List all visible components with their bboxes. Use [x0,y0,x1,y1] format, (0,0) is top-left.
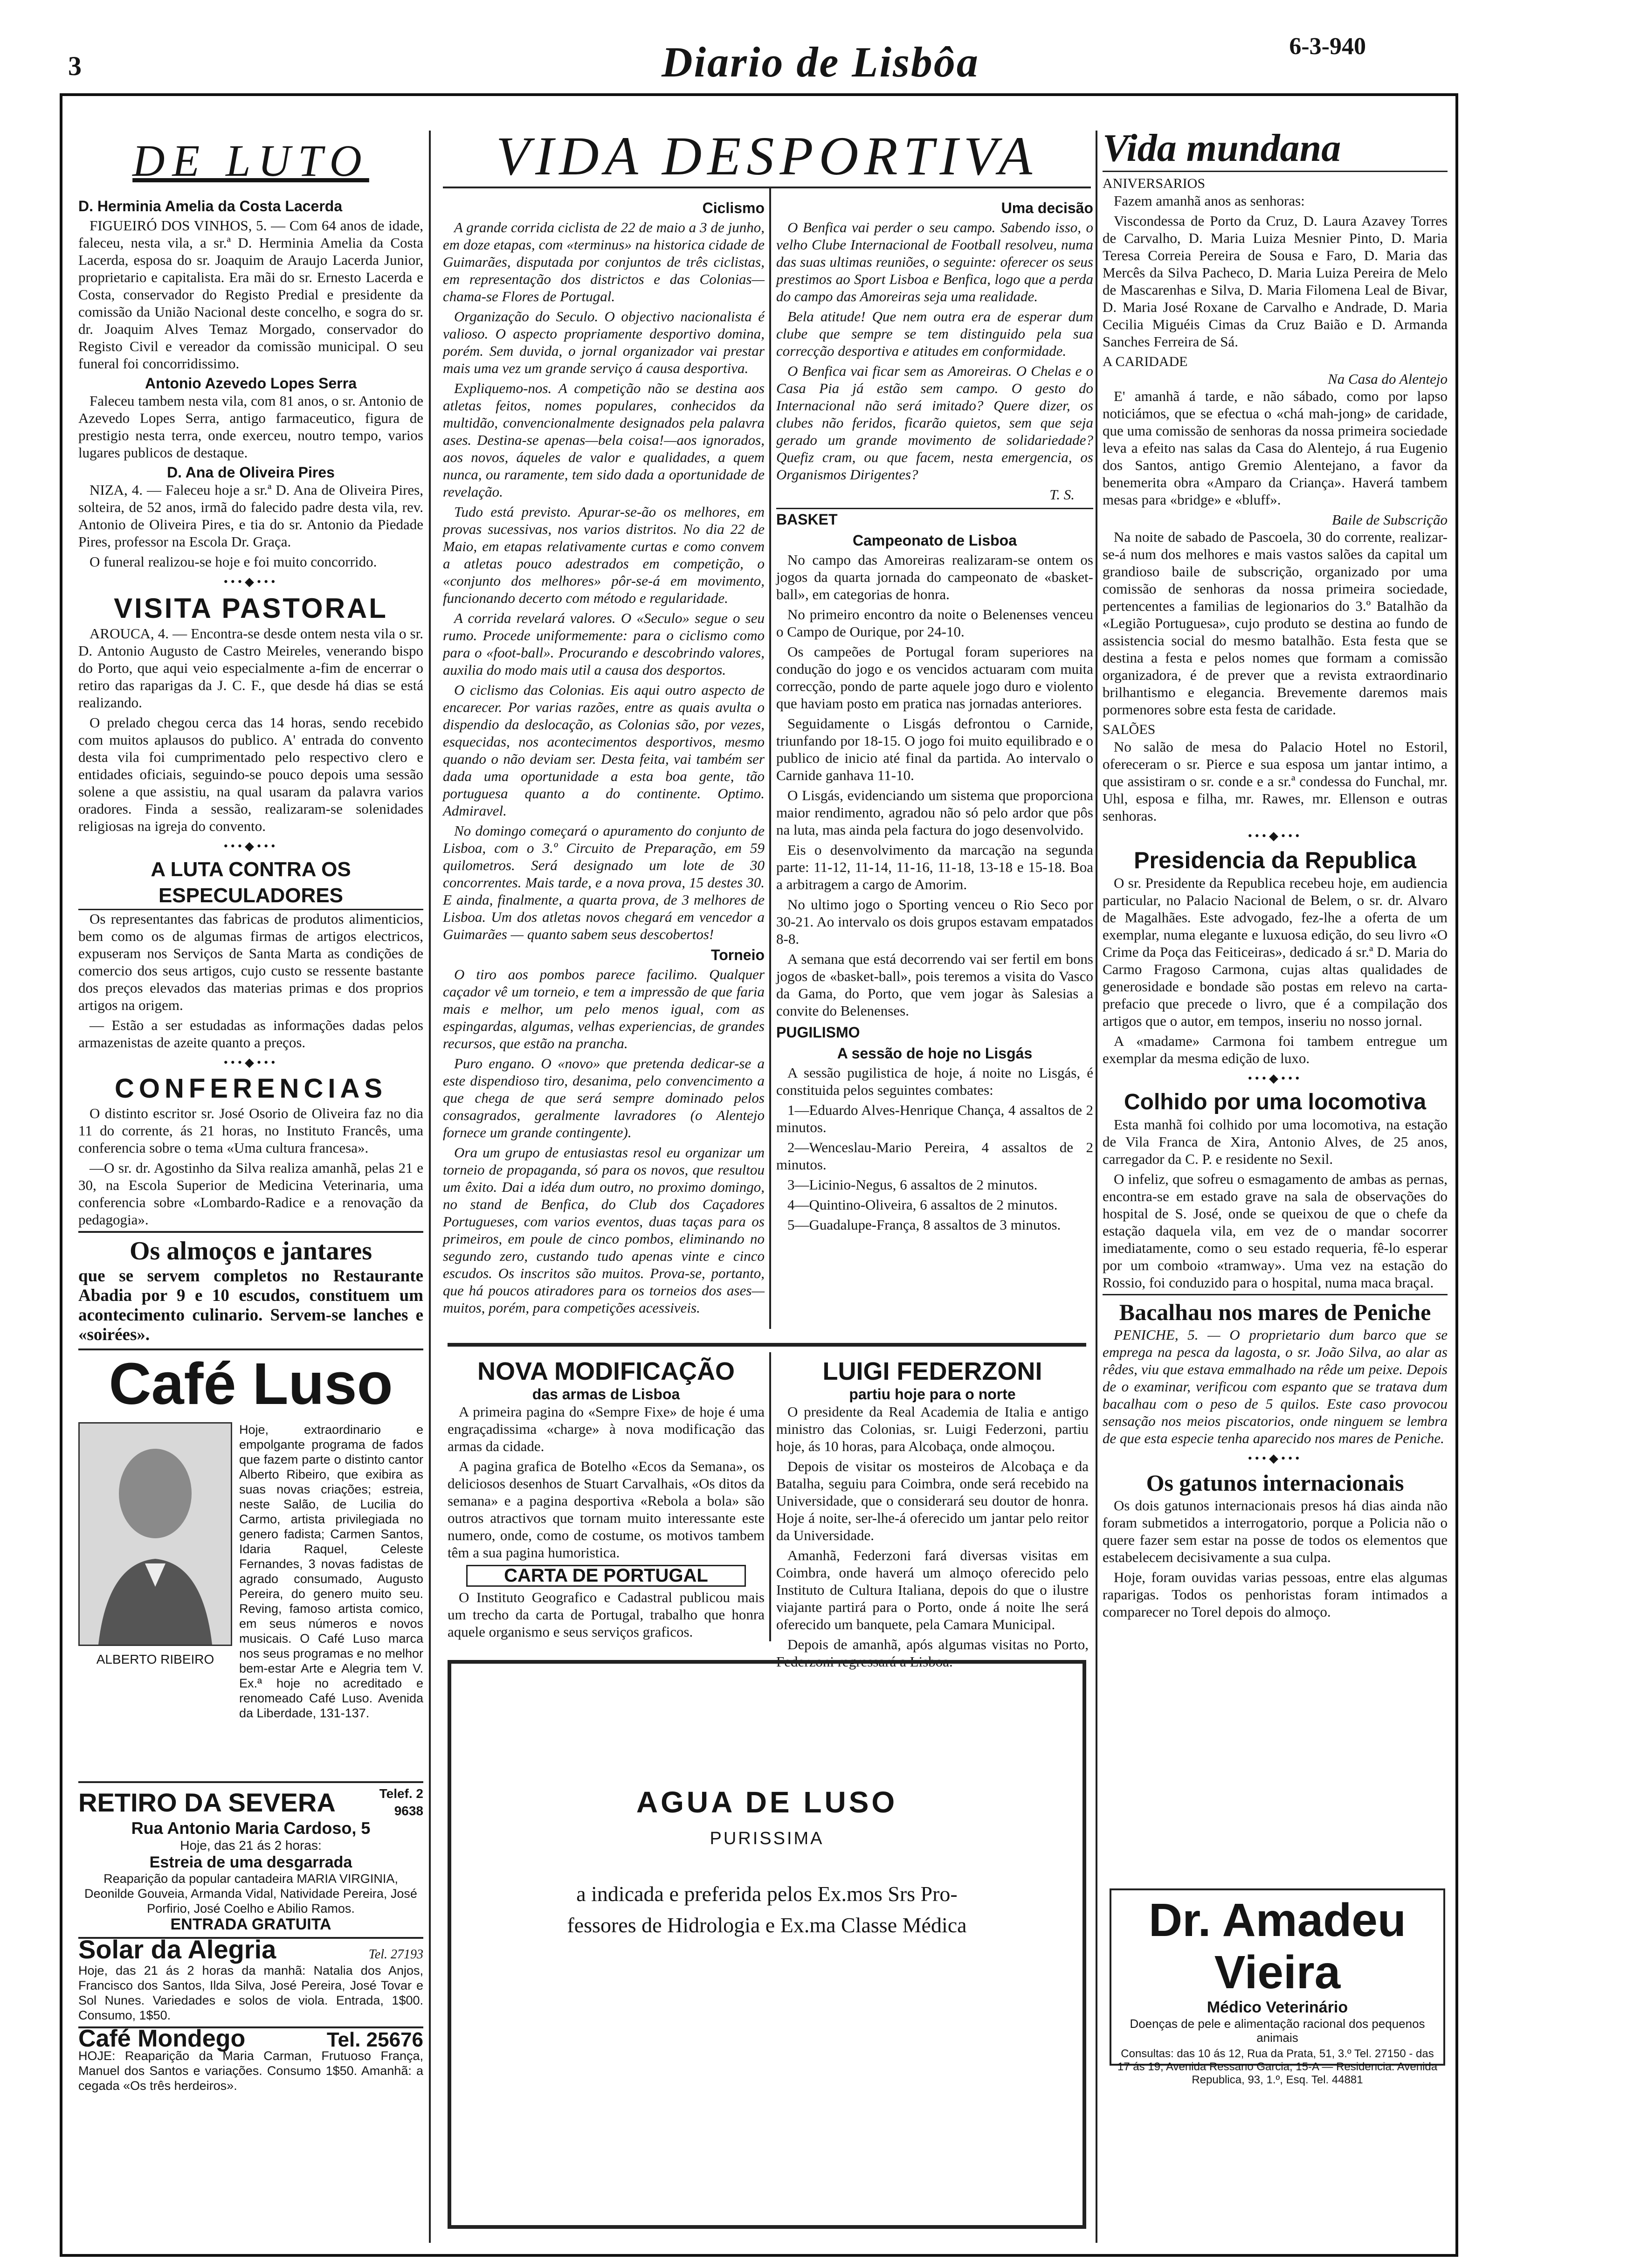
ciclismo-title: Ciclismo [702,200,765,216]
column-rule [1096,131,1097,2243]
pugilismo-title: A sessão de hoje no Lisgás [837,1045,1033,1062]
basket-text: Os campeões de Portugal foram superiores na condução do jogo e os vencidos actuaram com muita correcção, pondo de parte aquele jogo duro e violento que haviam posto em pratica nas jornadas anteriores. [776,643,1093,712]
column-desportiva-left [443,196,765,1338]
solar-title: Solar da Alegria [78,1935,276,1964]
obituary-name: D. Ana de Oliveira Pires [167,464,335,481]
carta-text: O Instituto Geografico e Cadastral publicou mais um trecho da carta de Portugal, trabalho que honra aquele organismo e seus serviços graficos. [448,1589,765,1640]
torneio-text: Puro engano. O «novo» que pretenda dedicar-se a este dispendioso tiro, desanima, pelo convencimento a que chega de que será sempre dominado pelos consagrados, geralmente lavradores (o Alentejo fornece um grande contingente). [443,1055,765,1141]
separator: •••◆••• [1248,1452,1303,1465]
decisao-text: Bela atitude! Que nem outra era de esperar dum clube que sempre se tem distinguido pela sua correcção desportiva e atitudes em conformidade. [776,308,1093,359]
column-desportiva-right [776,196,1093,1338]
retiro-phone: Telef. 2 9638 [379,1786,423,1818]
caridade-sub: Na Casa do Alentejo [1328,371,1448,387]
portrait-icon [80,1424,231,1645]
modificacao-text: A pagina grafica de Botelho «Ecos da Semana», os deliciosos desenhos de Stuart Carvalhais, «Os ditos da semana» e a pagina desportiva «Rebola a bola» são outros atractivos que tornam muito interessante este numero, onde, como de costume, os motivos tambem têm a sua pagina humoristica. [448,1458,765,1561]
issue-date: 6-3-940 [1289,33,1366,60]
basket-text: No ultimo jogo o Sporting venceu o Rio Seco por 30-21. Ao intervalo os dois grupos estavam empatados 8-8. [776,896,1093,947]
bout: 4—Quintino-Oliveira, 6 assaltos de 2 minutos. [787,1196,1058,1213]
federzoni-heading: LUIGI FEDERZONI [822,1357,1042,1385]
colhido-text: Esta manhã foi colhido por uma locomotiva, na estação de Vila Franca de Xira, Antonio Alves, de 25 anos, carregador da C. P. e residente no Sexil. [1103,1116,1448,1167]
aniversarios-title: ANIVERSARIOS [1103,176,1206,191]
separator: •••◆••• [223,575,278,588]
caridade-text: E' amanhã á tarde, e não sábado, como por lapso noticiámos, que se efectua o «chá mah-jong» de caridade, que uma comissão de senhoras da nossa primeira sociedade leva a efeito nas salas da Casa do Alentejo, á rua Eugenio dos Santos, antigo Gremio Alentejano, a favor da benemerita obra «Amparo da Criança». Haverá tambem mesas para «bridge» e «bluff». [1103,388,1448,508]
retiro-address: Rua Antonio Maria Cardoso, 5 [131,1819,371,1838]
portrait-photo [78,1422,232,1646]
decisao-title: Uma decisão [1001,200,1093,216]
obituary-text: Faleceu tambem nesta vila, com 81 anos, o sr. Antonio de Azevedo Lopes Serra, antigo farmaceutico, figura de prestigio nesta terra, onde exerceu, noutro tempo, varios lugares publicos de destaque. [78,393,423,461]
cafe-mondego-ad [78,2026,423,2093]
bacalhau-text: PENICHE, 5. — O proprietario dum barco que se emprega na pesca da lagosta, o sr. João Silva, ao alar as rêdes, viu que estava emmalhado na rêde um peixe. Depois de o examinar, verificou com espanto que se tratava dum bacalhau com o peso de 5 quilos. Este caso provocou sensação nos meios piscatorios, onde ninguem se lembra de que esta especie tenha aparecido nos mares de Peniche. [1103,1327,1448,1446]
column-rule [769,1352,771,1641]
bout: 1—Eduardo Alves-Henrique Chança, 4 assaltos de 2 minutos. [776,1102,1093,1135]
pugilismo-intro: A sessão pugilistica de hoje, á noite no Lisgás, é constituida pelos seguintes combates: [776,1065,1093,1098]
basket-title: Campeonato de Lisboa [852,532,1017,549]
almocos-text: que se servem completos no Restaurante Abadia por 9 e 10 escudos, constituem um acontecimento culinario. Servem-se lanches e «soirées». [78,1266,423,1344]
column-luto [78,131,423,2243]
agua-subtitle: PURISSIMA [710,1829,824,1848]
obituary-text: FIGUEIRÓ DOS VINHOS, 5. — Com 64 anos de idade, faleceu, nesta vila, a sr.ª D. Herminia Amelia da Costa Lacerda, esposa do sr. Joaquim de Araujo Lacerda Junior, proprietario e capitalista. Era mãi do sr. Ernesto Lacerda e Costa, conservador do Registo Predial e presidente da comissão da União Nacional deste concelho, e sogra do sr. dr. Joaquim Alves Temaz Morgado, conservador do Registo Civil e vereador da comissão municipal. O seu funeral foi concorridissimo. [78,217,423,372]
amadeu-subtitle: Médico Veterinário [1207,1998,1348,2016]
newspaper-title: Diario de Lisbôa [662,38,979,86]
federzoni-subheading: partiu hoje para o norte [849,1386,1016,1403]
visita-heading: VISITA PASTORAL [114,593,388,624]
mondego-phone: Tel. 25676 [326,2028,423,2051]
separator: •••◆••• [1248,1072,1303,1085]
mondego-title: Café Mondego [78,2025,246,2052]
federzoni-text: O presidente da Real Academia de Italia e antigo ministro das Colonias, sr. Luigi Federzoni, partiu hoje, ás 10 horas, para Alcobaça, onde almoçou. [776,1404,1089,1454]
amadeu-contacts: Consultas: das 10 ás 12, Rua da Prata, 51, 3.º Tel. 27150 - das 17 ás 19, Avenida Ressano Garcia, 15-A — Residencia: Avenida Republica, 93, 1.º, Esq. Tel. 44881 [1117,2047,1438,2086]
colhido-heading: Colhido por uma locomotiva [1124,1090,1427,1114]
bout: 2—Wenceslau-Mario Pereira, 4 assaltos de 2 minutos. [776,1139,1093,1173]
presidencia-text: O sr. Presidente da Republica recebeu hoje, em audiencia particular, no Palacio Nacional de Belem, o sr. dr. Alvaro de Magalhães. Este advogado, fez-lhe a oferta de um exemplar, numa elegante e luxuosa edição, do seu livro «O Crime da Poça das Feiticeiras», dedicado á sr.ª D. Maria do Carmo Fragoso Carmona, cujas altas qualidades de generosidade e bondade são postas em relevo na carta-prefacio que precede o livro, que é a compilação dos artigos que o autor, em tempos, inseriu no nosso jornal. [1103,875,1448,1029]
torneio-text: Ora um grupo de entusiastas resol eu organizar um torneio de propaganda, só para os novos, que resultou um êxito. Dai a idéa dum outro, no proximo domingo, no stand de Benfica, do Club dos Caçadores Portugueses, com varios eventos, duas taças para os primeiros, em poule de cinco pombos, eliminando no segundo zero, custando tudo apenas vinte e cinco escudos. Os inscritos são muitos. Prova-se, portanto, que há poucos atiradores para os torneios dos ases—muitos, porém, para competições acessiveis. [443,1144,765,1316]
baile-text: Na noite de sabado de Pascoela, 30 do corrente, realizar-se-á num dos melhores e mais vastos salões da capital um grandioso baile de subscrição, organizado por uma comissão de senhoras da nossa primeira sociedade, pertencentes a familias de legionarios do 3.º Batalhão da «Legião Portuguesa», cujo produto se destina ao fundo de assistencia social do mesmo batalhão. Esta festa que se destina a festa e pelos nomes que formam a comissão organizadora, é de prever que a revista extraordinario brilhantismo e elegancia. Brevemente daremos mais pormenores sobre esta festa de caridade. [1103,529,1448,718]
luto-heading: DE LUTO [132,136,369,186]
retiro-hours: Hoje, das 21 ás 2 horas: [180,1838,322,1853]
saloes-text: No salão de mesa do Palacio Hotel no Estoril, ofereceram o sr. Pierce e sua esposa um jantar intimo, a que assistiram o sr. conde e a sr.ª condessa do Funchal, mr. Uhl, esposa e filha, mr. Rawes, mr. Ellenson e outras senhoras. [1103,739,1448,824]
conferencias-text: —O sr. dr. Agostinho da Silva realiza amanhã, pelas 21 e 30, na Escola Superior de Medicina Veterinaria, uma conferencia sobre «Lombardo-Radice e a renovação da pedagogia». [78,1160,423,1228]
visita-text: O prelado chegou cerca das 14 horas, sendo recebido com muitos aplausos do publico. A' entrada do convento desta vila foi cumprimentado pelo respectivo clero e entidades oficiais, seguindo-se pouco depois uma sessão solene a que assistiu, na qual usaram da palavra varios oradores. Finda a sessão, realizaram-se solenidades religiosas na igreja do convento. [78,714,423,834]
gatunos-text: Os dois gatunos internacionais presos há dias ainda não foram submetidos a interrogatorio, porque a Policia não o quere fazer sem estar na posse de todos os elementos que estabelecem decisivamente a sua culpa. [1103,1497,1448,1565]
bout: 5—Guadalupe-França, 8 assaltos de 3 minutos. [787,1217,1061,1233]
gatunos-text: Hoje, foram ouvidas varias pessoas, entre elas algumas raparigas. Todos os penhoristas foram intimados a comparecer no Torel depois do almoço. [1103,1569,1448,1620]
solar-alegria-ad [78,1937,423,2023]
obituary-text: NIZA, 4. — Faleceu hoje a sr.ª D. Ana de Oliveira Pires, solteira, de 52 anos, irmã do falecido padre desta vila, rev. Antonio de Oliveira Pires, e tia do sr. Antonio da Piedade Pires, professor na Escola Dr. Graça. [78,482,423,550]
solar-text: Hoje, das 21 ás 2 horas da manhã: Natalia dos Anjos, Francisco dos Santos, Ilda Silva, José Pereira, José Tovar e Sol Nunes. Variedades e solos de viola. Entrada, 1$00. Consumo, 1$50. [78,1964,423,2022]
column-mundana [1103,126,1448,1884]
aniversarios-text: Fazem amanhã anos as senhoras: [1114,193,1305,209]
photo-caption: ALBERTO RIBEIRO [96,1652,214,1666]
decisao-text: O Benfica vai perder o seu campo. Sabendo isso, o velho Clube Internacional de Football resolveu, numa das suas ultimas reuniões, o seguinte: oferecer os seus prestimos ao Sport Lisboa e Benfica, logo que a perda do campo das Amoreiras seja uma realidade. [776,219,1093,304]
retiro-footer: ENTRADA GRATUITA [170,1915,331,1933]
conferencias-heading: CONFERENCIAS [114,1073,387,1104]
retiro-event: Estreia de uma desgarrada [149,1853,352,1871]
basket-text: O Lisgás, evidenciando um sistema que proporciona maior rendimento, agradou não só pelo ardor que pôs na luta, mas ainda pela factura do jogo desenvolvido. [776,787,1093,838]
ciclismo-text: Expliquemo-nos. A competição não se destina aos atletas feitos, nomes populares, conhecidos da multidão, convencionalmente designados pela palavra ases. Destina-se apenas—bela coisa!—aos ignorados, aos novos, áqueles de valor e qualidades, a quem nunca, ou raramente, tem sido dada a oportunidade de revelação. [443,380,765,500]
agua-line: a indicada e preferida pelos Ex.mos Srs Pro- [576,1882,958,1906]
page-number: 3 [68,51,82,81]
separator: •••◆••• [1248,829,1303,843]
federzoni-text: Depois de visitar os mosteiros de Alcobaça e da Batalha, seguiu para Coimbra, onde será recebido na Universidade, que o considerará seu doutor de honra. Hoje á noite, ser-lhe-á oferecido um jantar pelo reitor da Universidade. [776,1458,1089,1543]
cafe-luso-text: Hoje, extraordinario e empolgante programa de fados que fazem parte o distinto cantor Alberto Ribeiro, que exibira as suas novas criações; estreia, neste Salão, de Lucilia do Carmo, artista privilegiada no genero fadista; Carmen Santos, Idaria Raquel, Celeste Fernandes, 3 novas fadistas de agrado consumado, Augusto Pereira, do genero muito seu. Reving, famoso artista comico, em seus números e novos musicais. O Café Luso marca nos seus programas e no melhor bem-estar Arte e Alegria tem V. Ex.ª hoje no acreditado e renomeado Café Luso. Avenida da Liberdade, 131-137. [239,1423,423,1720]
saloes-title: SALÕES [1103,722,1156,737]
ciclismo-text: A corrida revelará valores. O «Seculo» segue o seu rumo. Procede uniformemente: para o ciclismo como para o «foot-ball». Procurando e descobrindo valores, auxilia do modo mais util a causa dos desportos. [443,610,765,678]
presidencia-heading: Presidencia da Republica [1134,847,1416,873]
especuladores-text: — Estão a ser estudadas as informações dadas pelos armazenistas de azeite quanto a preços. [78,1017,423,1051]
conferencias-text: O distinto escritor sr. José Osorio de Oliveira faz no dia 11 do corrente, ás 21 horas, no Instituto Francês, uma conferencia sobre o tema «Uma cultura francesa». [78,1105,423,1156]
signature: T. S. [1049,486,1075,503]
column-rule [429,131,431,2243]
mondego-text: HOJE: Reaparição da Maria Carman, Frutuoso França, Manuel dos Santos e variações. Consumo 1$50. Amanhã: a cegada «Os três herdeiros». [78,2049,423,2093]
basket-section: BASKET [776,508,1093,528]
ciclismo-text: Organização do Seculo. O objectivo nacionalista é valioso. O aspecto propriamente desportivo domina, porém. Sem duvida, o jornal organizador vai prestar mais uma vez um grande serviço á causa desportiva. [443,308,765,376]
modificacao-text: A primeira pagina do «Sempre Fixe» de hoje é uma engraçadissima «charge» à nova modificação das armas da cidade. [448,1404,765,1454]
basket-text: A semana que está decorrendo vai ser fertil em bons jogos de «basket-ball», pois teremos a visita do Vasco da Gama, do Porto, que vem jogar às Salesias a convite do Belenenses. [776,951,1093,1019]
ciclismo-text: Tudo está previsto. Apurar-se-ão os melhores, em provas sucessivas, nos varios distritos. No dia 22 de Maio, em etapas relativamente curtas e como convem a atletas pouco adestrados em competição, o «conjunto dos melhores» pôr-se-á em movimento, funcionando decerto com método e regularidade. [443,504,765,606]
masthead [0,23,1641,93]
torneio-title: Torneio [711,947,765,963]
agua-luso-ad [448,1660,1086,2229]
column-federzoni [776,1357,1089,1670]
amadeu-title: Dr. Amadeu Vieira [1148,1894,1406,1998]
basket-text: Eis o desenvolvimento da marcação na segunda parte: 11-12, 11-14, 11-16, 11-18, 13-18 e 15-18. Boa a arbitragem a cargo de Amorim. [776,842,1093,892]
pugilismo-section: PUGILISMO [776,1024,860,1041]
column-modificacao [448,1357,765,1640]
column-rule [769,187,771,1329]
separator: •••◆••• [223,1056,278,1069]
desportiva-heading: VIDA DESPORTIVA [443,126,1091,188]
especuladores-text: Os representantes das fabricas de produtos alimenticios, bem como os de algumas firmas de artigos electricos, expuseram nos Serviços de Santa Marta as condições de comercio dos seus artigos, cujo custo se ressente bastante dos preços elevados das materias primas e dos proprios artigos na origem. [78,911,423,1013]
retiro-text: Reaparição da popular cantadeira MARIA VIRGINIA, Deonilde Gouveia, Armanda Vidal, Natividade Pereira, José Porfirio, José Coelho e Abilio Ramos. [84,1872,417,1915]
federzoni-text: Depois de amanhã, após algumas visitas no Porto, Federzoni regressará a Lisboa. [776,1636,1089,1670]
amadeu-specialty: Doenças de pele e alimentação racional dos pequenos animais [1130,2017,1425,2045]
ciclismo-text: No domingo começará o apuramento do conjunto de Lisboa, com o 3.º Circuito de Preparação, em 59 quilometros. Será designado um lote de 30 concorrentes. Mais tarde, e a nova prova, 15 destes 30. E ainda, finalmente, a quarta prova, de 3 melhores de Lisboa. Um dos atletas novos chegará em vencedor a Guimarães — quanto sabem seus descobertos! [443,823,765,942]
separator: •••◆••• [223,839,278,853]
visita-text: AROUCA, 4. — Encontra-se desde ontem nesta vila o sr. D. Antonio Augusto de Castro Meireles, venerando bispo do Porto, que aqui veio especialmente a-fim de encerrar o retiro das raparigas da J. C. F., que desde há dias se está realizando. [78,625,423,711]
agua-line: fessores de Hidrologia e Ex.ma Classe Médica [567,1913,967,1937]
basket-text: No campo das Amoreiras realizaram-se ontem os jogos da quarta jornada do campeonato de «basket-ball», em categorias de honra. [776,552,1093,602]
bout: 3—Licinio-Negus, 6 assaltos de 2 minutos. [787,1176,1038,1193]
ciclismo-text: O ciclismo das Colonias. Eis aqui outro aspecto de encarecer. Por varias razões, entre as quais avulta o dispendio da deslocação, as Colonias são, por vezes, esquecidas, nos acontecimentos desportivos, mesmo quando o não deviam ser. Desta feita, vai também ser dada uma oportunidade a esta boa gente, tão portuguesa quanto a do continente. Optimo. Admiravel. [443,682,765,819]
cafe-luso-title: Café Luso [109,1351,393,1417]
almocos-heading: Os almoços e jantares [130,1237,372,1265]
aniversarios-text: Viscondessa de Porto da Cruz, D. Laura Azavey Torres de Carvalho, D. Maria Luiza Mesnier Pinto, D. Maria Teresa Correia Pereira de Sousa e Faro, D. Maria das Mercês da Silva Pacheco, D. Maria Luiza Pereira de Melo de Mascarenhas e Silva, D. Maria Filomena Leal de Bivar, D. Maria José Roxane de Carvalho e Andrade, D. Maria Cecilia Miguéis Cimas da Cruz Baião e D. Armanda Sanches Ferreira de Sá. [1103,213,1448,350]
carta-heading: CARTA DE PORTUGAL [504,1565,708,1586]
modificacao-subheading: das armas de Lisboa [532,1386,680,1403]
gatunos-heading: Os gatunos internacionais [1146,1470,1404,1496]
agua-title: AGUA DE LUSO [636,1785,898,1819]
colhido-text: O infeliz, que sofreu o esmagamento de ambas as pernas, encontra-se em estado grave na sala de observações do hospital de S. José, onde se queixou de que o chefe da estação daquela vila, em vez de o mandar socorrer imediatamente, como o seu estado requeria, fê-lo esperar por um comboio «tramway». Uma vez na estação do Rossio, foi conduzido para o hospital, numa maca braçal. [1103,1171,1448,1291]
modificacao-heading: NOVA MODIFICAÇÃO [477,1357,735,1385]
torneio-text: O tiro aos pombos parece facilimo. Qualquer caçador vê um torneio, e tem a impressão de que faria mais e melhor, um pelo menos igual, com as espingardas, algumas, velhas experiencias, de grandes recursos, que estão na prancha. [443,966,765,1051]
obituary-name: Antonio Azevedo Lopes Serra [145,375,357,392]
obituary-text: O funeral realizou-se hoje e foi muito concorrido. [90,553,377,570]
amadeu-vieira-ad [1110,1888,1445,2086]
basket-text: Seguidamente o Lisgás defrontou o Carnide, triunfando por 18-15. O jogo foi muito equilibrado e o publico de inicio até final da partida. Ao intervalo o Carnide ganhava 11-10. [776,715,1093,783]
bacalhau-heading: Bacalhau nos mares de Peniche [1119,1299,1431,1325]
especuladores-heading: A LUTA CONTRA OS ESPECULADORES [78,857,423,910]
decisao-text: O Benfica vai ficar sem as Amoreiras. O Chelas e o Casa Pia já estão sem campo. O gesto do Internacional não será imitado? Quere dizer, os clubes não feridos, ficarão quietos, sem que seja gerado um grande movimento de solidariedade? Quefiz cram, ou que facem, nesta emergencia, os Organismos Dirigentes? [776,363,1093,483]
retiro-title: RETIRO DA SEVERA [78,1787,336,1817]
cafe-luso-ad [78,1352,423,1781]
caridade-title: A CARIDADE [1103,354,1188,369]
obituary-name: D. Herminia Amelia da Costa Lacerda [78,198,343,214]
solar-phone: Tel. 27193 [368,1947,423,1962]
ciclismo-text: A grande corrida ciclista de 22 de maio a 3 de junho, em doze etapas, com «terminus» na historica cidade de Guimarães, disputada por conjuntos de três ciclistas, em representação dos districtos e das Colonias—chama-se Flores de Portugal. [443,219,765,304]
baile-sub: Baile de Subscrição [1332,512,1448,528]
section-divider [448,1343,1086,1347]
retiro-severa-ad [78,1781,423,1933]
federzoni-text: Amanhã, Federzoni fará diversas visitas em Coimbra, onde haverá um almoço oferecido pelo Instituto de Cultura Italiana, depois do que o ilustre viajante partirá para o Porto, onde á noite lhe será oferecido um banquete, pela Camara Municipal. [776,1547,1089,1632]
presidencia-text: A «madame» Carmona foi tambem entregue um exemplar da mesma edição de luxo. [1103,1033,1448,1066]
mundana-heading: Vida mundana [1103,126,1448,172]
basket-text: No primeiro encontro da noite o Belenenses venceu o Campo de Ourique, por 24-10. [776,606,1093,640]
